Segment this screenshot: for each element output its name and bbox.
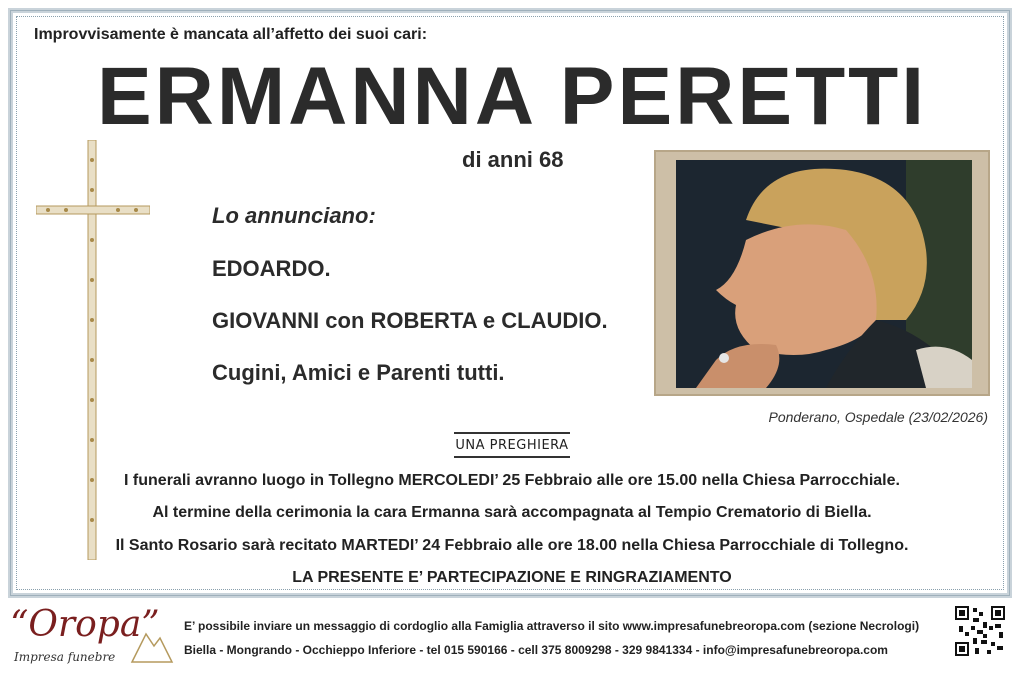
qr-code-icon[interactable] <box>955 606 1005 656</box>
rosary-info: Il Santo Rosario sarà recitato MARTEDI’ 24 Febbraio alle ore 18.00 nella Chiesa Parrocchiale di Tollegno. <box>115 537 909 554</box>
prayer-link[interactable]: UNA PREGHIERA <box>454 432 570 458</box>
cremation-info: Al termine della cerimonia la cara Ermanna sarà accompagnata al Tempio Crematorio di Biella. <box>152 504 872 521</box>
family-line: GIOVANNI con ROBERTA e CLAUDIO. <box>212 308 608 333</box>
logo-text: “Oropa” <box>10 604 160 645</box>
portrait-photo <box>676 160 972 388</box>
family-line: Cugini, Amici e Parenti tutti. <box>212 360 505 385</box>
age-text: di anni 68 <box>462 147 564 172</box>
logo-subtitle: Impresa funebre <box>14 650 116 664</box>
cross-icon <box>36 140 150 560</box>
announce-heading: Lo annunciano: <box>212 203 376 228</box>
company-logo <box>10 604 172 672</box>
contact-info: Biella - Mongrando - Occhieppo Inferiore - tel 015 590166 - cell 375 8009298 - 329 9841334 - info@impresafunebreoropa.com <box>184 643 888 657</box>
deceased-name: ERMANNA PERETTI <box>96 51 928 142</box>
footer <box>0 600 1024 676</box>
funeral-info: I funerali avranno luogo in Tollegno MERCOLEDI’ 25 Febbraio alle ore 15.00 nella Chiesa Parrocchiale. <box>124 472 900 489</box>
mountain-icon <box>130 624 174 664</box>
place-date: Ponderano, Ospedale (23/02/2026) <box>768 409 988 425</box>
intro-text: Improvvisamente è mancata all’affetto dei suoi cari: <box>34 26 428 43</box>
family-line: EDOARDO. <box>212 256 331 281</box>
thanks-line: LA PRESENTE E’ PARTECIPAZIONE E RINGRAZIAMENTO <box>292 569 732 586</box>
condolence-message: E’ possibile inviare un messaggio di cordoglio alla Famiglia attraverso il sito www.impresafunebreoropa.com (sezione Necrologi) <box>184 619 920 633</box>
photo-frame <box>654 150 990 396</box>
